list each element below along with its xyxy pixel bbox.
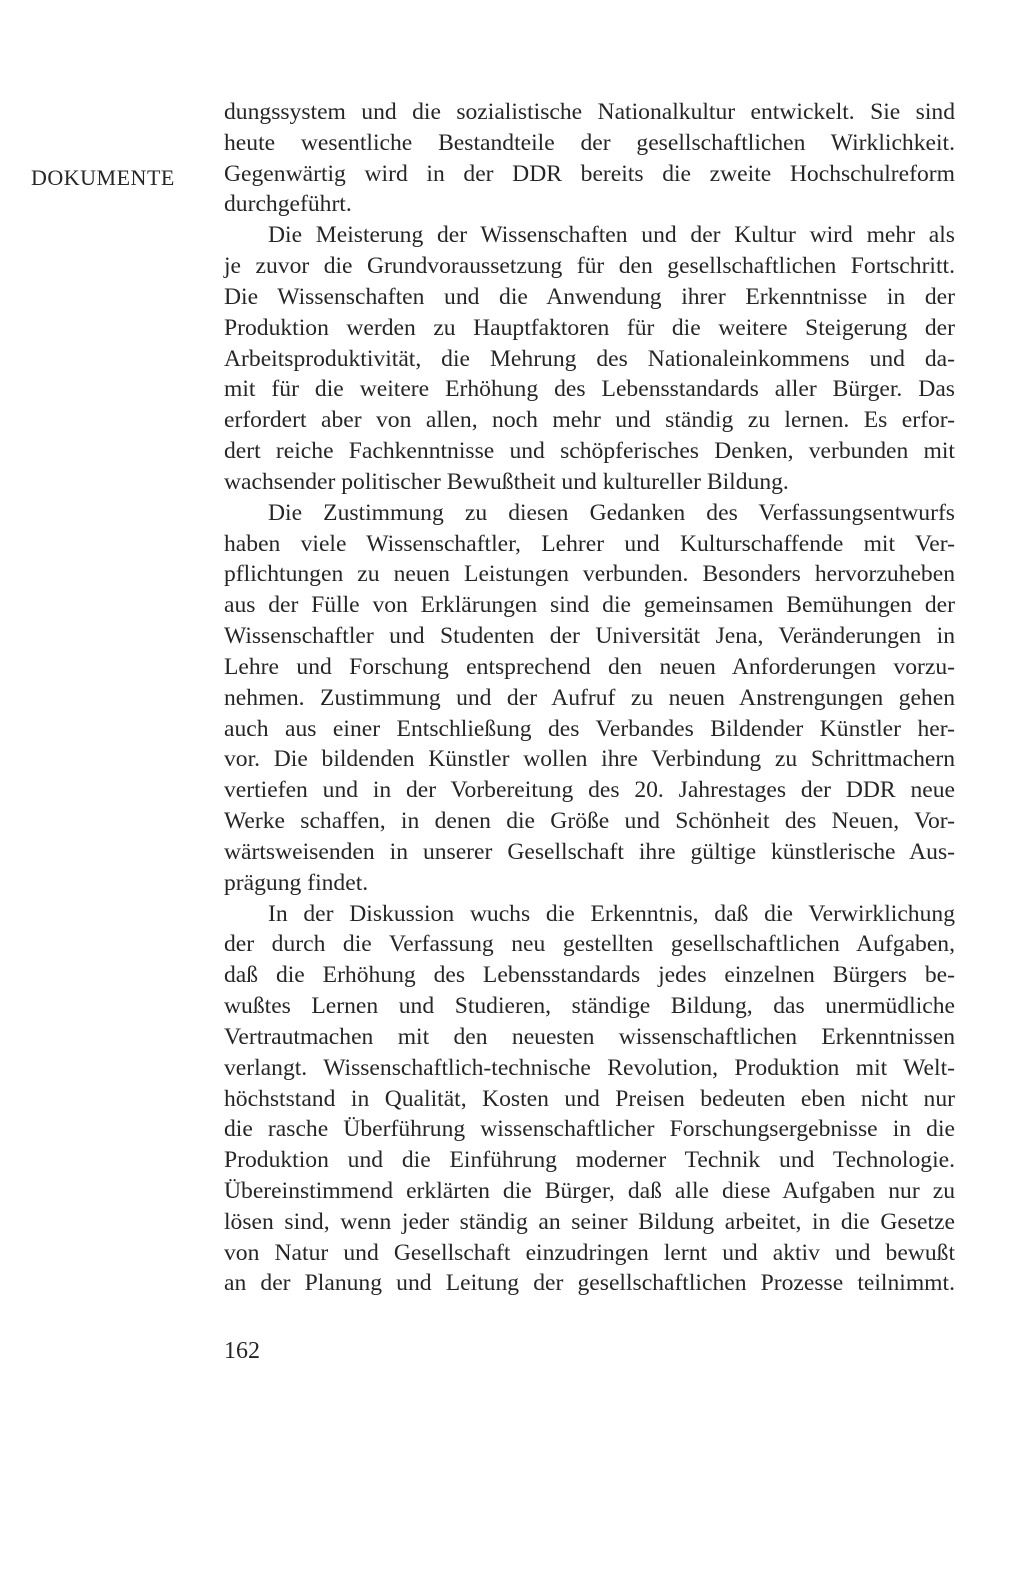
text-line: dungssystem und die sozialistische Nationalkultur entwickelt. Sie sind [224, 99, 955, 125]
text-line: prägung findet. [224, 869, 369, 896]
paragraph [224, 899, 955, 1300]
text-line: durchgeführt. [224, 191, 352, 218]
text-line: Die Meisterung der Wissenschaften und der Kultur wird mehr als [268, 222, 955, 249]
body-text [224, 97, 955, 1299]
text-line: Vertrautmachen mit den neuesten wissenschaftlichen Erkenntnissen [224, 1023, 955, 1050]
text-line: verlangt. Wissenschaftlich-technische Revolution, Produktion mit Welt- [224, 1054, 955, 1081]
text-line: Wissenschaftler und Studenten der Universität Jena, Veränderungen in [224, 623, 955, 650]
text-line: Lehre und Forschung entsprechend den neuen Anforderungen vorzu- [224, 653, 955, 680]
page-number: 162 [224, 1338, 260, 1364]
text-line: aus der Fülle von Erklärungen sind die gemeinsamen Bemühungen der [224, 592, 955, 619]
text-line: In der Diskussion wuchs die Erkenntnis, daß die Verwirklichung [268, 900, 955, 927]
text-line: pflichtungen zu neuen Leistungen verbunden. Besonders hervorzuheben [224, 561, 955, 588]
text-line: Werke schaffen, in denen die Größe und Schönheit des Neuen, Vor- [224, 808, 955, 835]
text-line: höchststand in Qualität, Kosten und Preisen bedeuten eben nicht nur [224, 1085, 955, 1112]
paragraph [224, 498, 955, 899]
text-line: daß die Erhöhung des Lebensstandards jedes einzelnen Bürgers be- [224, 962, 955, 989]
text-line: wärtsweisenden in unserer Gesellschaft ihre gültige künstlerische Aus- [224, 838, 955, 865]
text-line: vor. Die bildenden Künstler wollen ihre Verbindung zu Schrittmachern [224, 746, 955, 773]
text-line: Die Wissenschaften und die Anwendung ihrer Erkenntnisse in der [224, 283, 955, 310]
text-line: an der Planung und Leitung der gesellschaftlichen Prozesse teilnimmt. [224, 1270, 955, 1297]
text-line: mit für die weitere Erhöhung des Lebensstandards aller Bürger. Das [224, 376, 955, 403]
text-line: von Natur und Gesellschaft einzudringen lernt und aktiv und bewußt [224, 1239, 955, 1266]
text-line: je zuvor die Grundvoraussetzung für den gesellschaftlichen Fortschritt. [224, 253, 955, 280]
text-line: Produktion und die Einführung moderner Technik und Technologie. [224, 1147, 955, 1174]
paragraph [224, 97, 955, 220]
text-line: die rasche Überführung wissenschaftlicher Forschungsergebnisse in die [224, 1116, 955, 1143]
text-line: Produktion werden zu Hauptfaktoren für die weitere Steigerung der [224, 314, 955, 341]
text-line: nehmen. Zustimmung und der Aufruf zu neuen Anstrengungen gehen [224, 684, 955, 711]
text-line: haben viele Wissenschaftler, Lehrer und Kulturschaffende mit Ver- [224, 530, 955, 557]
text-line: erfordert aber von allen, noch mehr und ständig zu lernen. Es erfor- [224, 407, 955, 434]
text-line: Übereinstimmend erklärten die Bürger, daß alle diese Aufgaben nur zu [224, 1177, 955, 1204]
text-line: auch aus einer Entschließung des Verbandes Bildender Künstler her- [224, 715, 955, 742]
text-line: dert reiche Fachkenntnisse und schöpferisches Denken, verbunden mit [224, 438, 955, 465]
text-line: Arbeitsproduktivität, die Mehrung des Nationaleinkommens und da- [224, 345, 955, 372]
text-line: Die Zustimmung zu diesen Gedanken des Verfassungsentwurfs [268, 499, 955, 526]
text-line: wußtes Lernen und Studieren, ständige Bildung, das unermüdliche [224, 993, 955, 1020]
text-line: Gegenwärtig wird in der DDR bereits die zweite Hochschulreform [224, 160, 955, 187]
text-line: heute wesentliche Bestandteile der gesellschaftlichen Wirklichkeit. [224, 129, 955, 156]
margin-label: DOKUMENTE [31, 165, 175, 190]
text-line: der durch die Verfassung neu gestellten gesellschaftlichen Aufgaben, [224, 931, 955, 958]
text-line: wachsender politischer Bewußtheit und kultureller Bildung. [224, 468, 789, 495]
text-line: lösen sind, wenn jeder ständig an seiner Bildung arbeitet, in die Gesetze [224, 1208, 955, 1235]
text-line: vertiefen und in der Vorbereitung des 20. Jahrestages der DDR neue [224, 777, 955, 804]
paragraph [224, 220, 955, 497]
